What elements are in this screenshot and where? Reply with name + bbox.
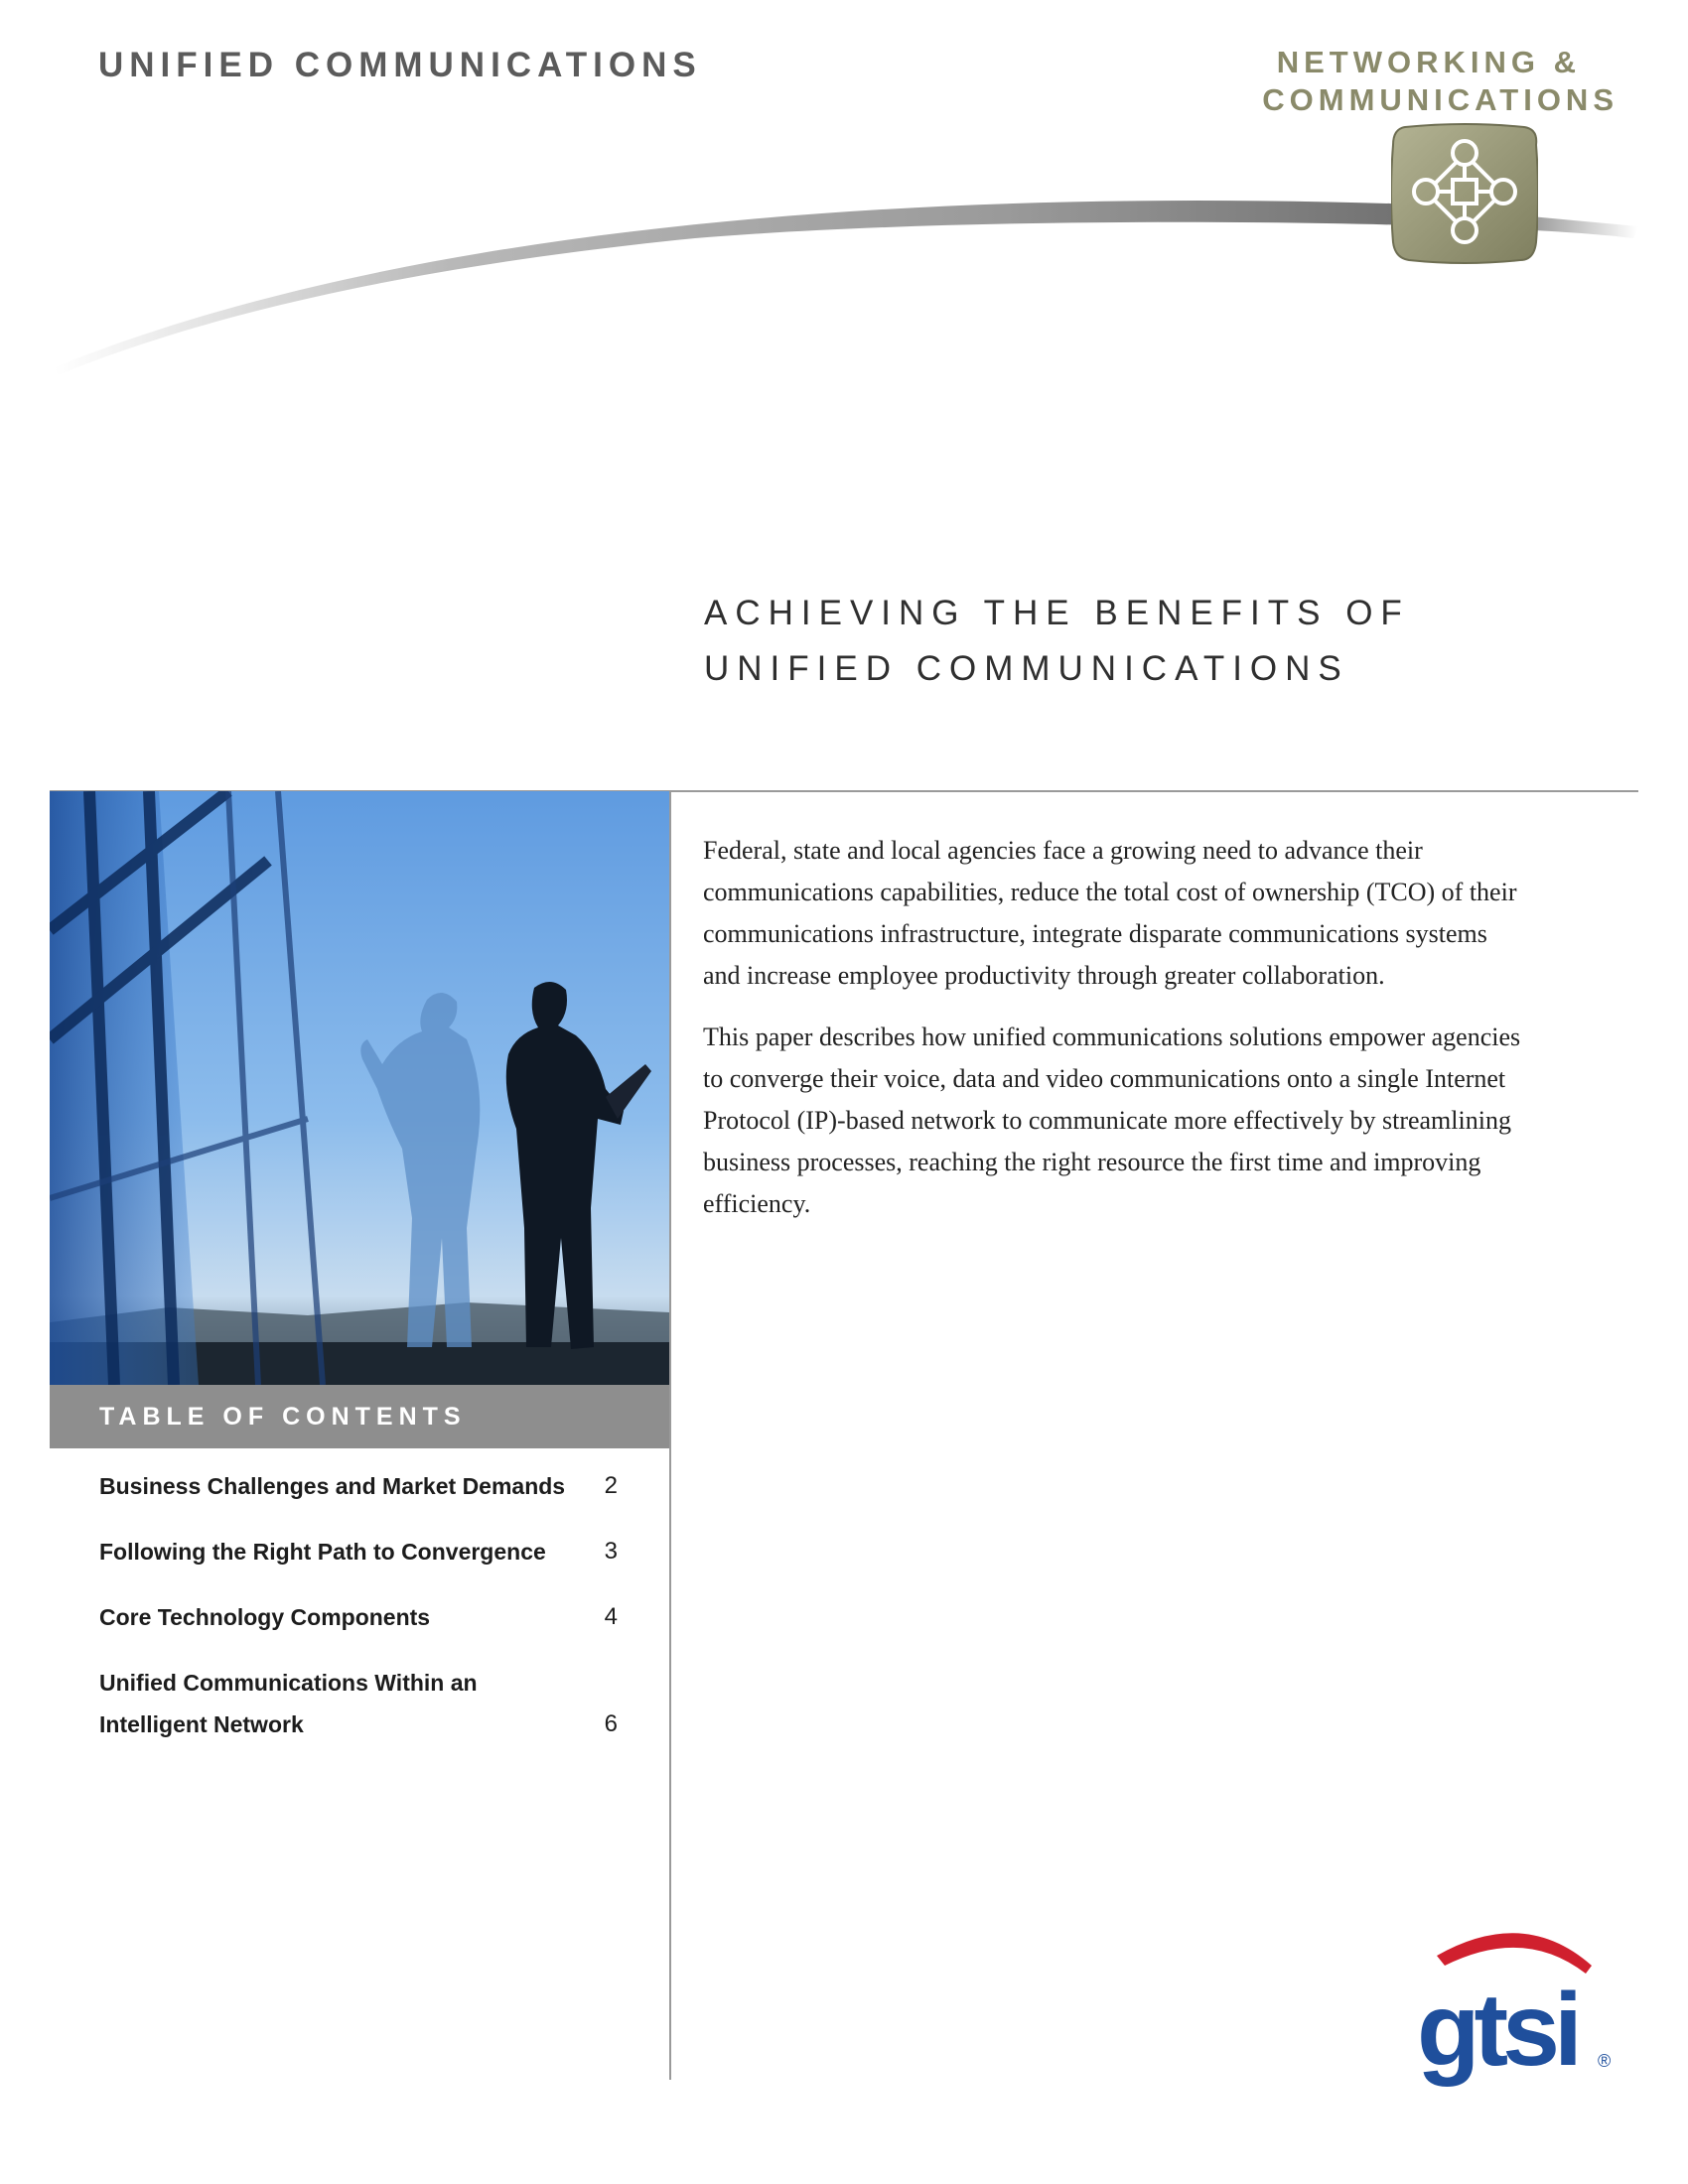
cover-photo (50, 791, 669, 1385)
toc-item[interactable] (99, 1662, 626, 1745)
intro-paragraph-1: Federal, state and local agencies face a growing need to advance their communications capabilities, reduce the total cost of ownership (TCO) of their communications infrastructure, integrate disparate communications systems and increase employee productivity through greater collaboration. (703, 836, 1517, 990)
intro-paragraph-2: This paper describes how unified communications solutions empower agencies to converge their voice, data and video communications onto a single Internet Protocol (IP)-based network to communicate more effectively by streamlining business processes, reaching the right resource the first time and improving efficiency. (703, 1023, 1521, 1218)
network-nodes-icon (1391, 121, 1538, 266)
document-title-line1: ACHIEVING THE BENEFITS OF (704, 594, 1410, 632)
document-title-line2: UNIFIED COMMUNICATIONS (704, 649, 1349, 688)
toc-item-page: 6 (604, 1710, 618, 1737)
gtsi-logo-text: gtsi (1417, 1973, 1577, 2088)
category-label (1221, 44, 1618, 119)
registered-mark: ® (1598, 2051, 1612, 2071)
toc-item[interactable] (99, 1596, 626, 1638)
gtsi-logo (1415, 1916, 1614, 2105)
toc-item-page: 2 (604, 1472, 618, 1499)
category-label-line1: NETWORKING & (1276, 45, 1581, 79)
toc-item-label: Business Challenges and Market Demands (99, 1473, 566, 1499)
toc-item-label: Following the Right Path to Convergence (99, 1539, 546, 1565)
table-of-contents (99, 1465, 626, 1769)
toc-item[interactable] (99, 1465, 626, 1507)
toc-item-page: 4 (604, 1603, 618, 1630)
toc-heading: TABLE OF CONTENTS (99, 1403, 467, 1431)
toc-item-label: Unified Communications Within an Intelligent Network (99, 1670, 478, 1737)
toc-item-page: 3 (604, 1538, 618, 1565)
toc-item-label: Core Technology Components (99, 1604, 431, 1630)
section-title: UNIFIED COMMUNICATIONS (98, 46, 702, 84)
toc-header-bar (50, 1385, 669, 1448)
vertical-divider (669, 791, 671, 2080)
category-label-line2: COMMUNICATIONS (1262, 82, 1618, 117)
toc-item[interactable] (99, 1531, 626, 1572)
document-title (704, 586, 1410, 697)
intro-text (703, 830, 1527, 1245)
